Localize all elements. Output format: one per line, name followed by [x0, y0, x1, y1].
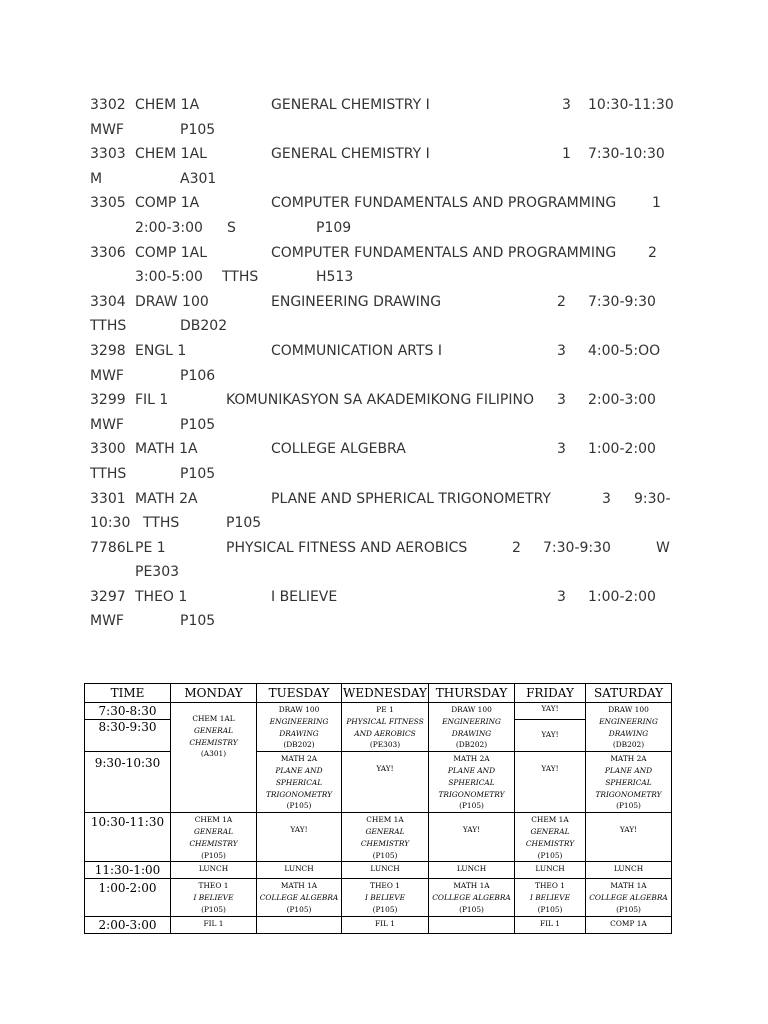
course-time: 7:30-9:30 — [543, 539, 611, 556]
course-room: P109 — [316, 219, 352, 236]
weekly-schedule-table — [84, 683, 672, 934]
class-title: PLANE AND — [447, 765, 496, 775]
class-cell — [342, 703, 429, 752]
time-row — [85, 813, 672, 862]
course-subject: CHEM 1A — [135, 97, 200, 113]
course-time: 10:30-11:30 — [588, 97, 674, 113]
course-units: 2 — [557, 293, 566, 310]
free-cell — [515, 752, 586, 813]
class-cell — [171, 703, 257, 813]
class-code: MATH 2A — [453, 754, 490, 764]
course-code: 3302 — [90, 97, 126, 113]
header-time: TIME — [85, 684, 171, 703]
course-subject: DRAW 100 — [135, 293, 209, 310]
class-code: THEO 1 — [198, 881, 229, 891]
course-line — [0, 364, 768, 389]
course-subject: FIL 1 — [135, 392, 169, 409]
class-cell — [515, 813, 586, 862]
class-room: (P105) — [286, 904, 312, 914]
course-units: 3 — [602, 490, 611, 507]
course-title: GENERAL CHEMISTRY I — [271, 146, 430, 163]
class-code: CHEM 1A — [194, 815, 233, 825]
course-line — [0, 388, 768, 413]
time-row — [85, 862, 672, 879]
class-cell — [429, 752, 515, 813]
course-code: 3305 — [90, 195, 126, 212]
course-room: H513 — [316, 269, 354, 286]
lunch-label: LUNCH — [456, 864, 487, 874]
class-code: THEO 1 — [370, 881, 400, 891]
class-cell — [257, 703, 342, 752]
course-subject: THEO 1 — [135, 588, 188, 605]
lunch-cell — [257, 862, 342, 879]
course-units: 3 — [557, 342, 566, 359]
class-cell — [257, 752, 342, 813]
course-line — [0, 93, 768, 118]
header-thursday: THURSDAY — [429, 684, 515, 703]
course-code: 3304 — [90, 293, 126, 310]
course-line — [0, 413, 768, 438]
course-title: COMPUTER FUNDAMENTALS AND PROGRAMMING — [271, 244, 617, 261]
class-room: (P105) — [616, 904, 641, 914]
class-title: CHEMISTRY — [525, 838, 575, 848]
header-friday: FRIDAY — [515, 684, 586, 703]
course-line — [0, 167, 768, 192]
class-cell — [342, 813, 429, 862]
course-code: 3299 — [90, 392, 126, 409]
class-code: CHEM 1AL — [192, 714, 235, 723]
course-code: 3306 — [90, 244, 126, 261]
class-room: (P105) — [459, 801, 484, 811]
course-title: PHYSICAL FITNESS AND AEROBICS — [226, 539, 468, 556]
class-code: DRAW 100 — [608, 705, 649, 714]
course-days: TTHS — [90, 318, 127, 335]
lunch-cell — [429, 862, 515, 879]
course-subject: CHEM 1AL — [135, 146, 207, 163]
course-room: PE303 — [135, 564, 180, 581]
course-units: 1 — [562, 146, 571, 163]
course-code: 3298 — [90, 342, 126, 359]
class-cell — [586, 703, 672, 752]
course-days: MWF — [90, 416, 124, 433]
class-cell — [429, 703, 515, 752]
course-time: 3:00-5:00 — [135, 269, 203, 286]
free-label: YAY! — [541, 730, 559, 740]
course-time: 1:00-2:00 — [588, 588, 656, 605]
lunch-label: LUNCH — [370, 864, 400, 874]
lunch-label: LUNCH — [284, 864, 314, 874]
free-label: YAY! — [541, 764, 559, 774]
free-label: YAY! — [462, 825, 481, 835]
course-line — [0, 536, 768, 561]
class-title: CHEMISTRY — [360, 838, 410, 848]
class-code: FIL 1 — [203, 918, 224, 928]
class-title: ENGINEERING — [269, 716, 329, 726]
course-days: MWF — [90, 121, 124, 138]
course-time: 4:00-5:OO — [588, 342, 661, 359]
course-room: P105 — [180, 416, 216, 433]
free-label: YAY! — [376, 764, 394, 774]
course-days: TTHS — [222, 269, 259, 286]
class-cell — [586, 752, 672, 813]
course-time: 10:30 — [90, 515, 131, 532]
course-days: TTHS — [90, 465, 127, 482]
course-units: 2 — [512, 539, 521, 556]
class-title: COLLEGE ALGEBRA — [259, 893, 339, 903]
course-days: S — [227, 219, 236, 236]
course-subject: MATH 2A — [135, 490, 198, 507]
course-room: P105 — [226, 515, 262, 532]
course-title: KOMUNIKASYON SA AKADEMIKONG FILIPINO — [226, 392, 534, 409]
time-row — [85, 703, 672, 720]
course-time: 2:00-3:00 — [588, 392, 656, 409]
course-room: DB202 — [180, 318, 228, 335]
lunch-cell — [171, 862, 257, 879]
lunch-cell — [586, 862, 672, 879]
course-line — [0, 265, 768, 290]
course-room: P105 — [180, 465, 216, 482]
time-row — [85, 879, 672, 916]
course-room: P105 — [180, 613, 216, 630]
course-days: MWF — [90, 613, 124, 630]
header-tuesday: TUESDAY — [257, 684, 342, 703]
free-cell — [586, 813, 672, 862]
class-cell — [429, 879, 515, 916]
lunch-cell — [342, 862, 429, 879]
course-line — [0, 290, 768, 315]
time-slot: 2:00-3:00 — [85, 916, 171, 933]
class-title: I BELIEVE — [529, 893, 571, 903]
class-title: GENERAL — [194, 725, 233, 735]
class-title: COLLEGE ALGEBRA — [432, 893, 511, 903]
free-label: YAY! — [541, 704, 559, 713]
class-room: (P105) — [372, 904, 398, 914]
course-code: 7786L — [90, 539, 134, 556]
class-code: CHEM 1A — [366, 815, 404, 825]
class-title: GENERAL — [365, 826, 405, 836]
class-cell — [586, 879, 672, 916]
time-row — [85, 916, 672, 933]
class-code: PE 1 — [376, 705, 394, 714]
class-title: DRAWING — [451, 728, 492, 738]
free-cell — [429, 813, 515, 862]
free-cell — [515, 703, 586, 720]
course-subject: PE 1 — [135, 539, 166, 556]
class-cell — [171, 813, 257, 862]
class-code: MATH 2A — [610, 754, 647, 764]
course-units: 3 — [557, 441, 566, 458]
class-room: (P105) — [372, 850, 398, 860]
free-label: YAY! — [290, 825, 308, 835]
course-line — [0, 462, 768, 487]
course-title: ENGINEERING DRAWING — [271, 293, 442, 310]
time-slot: 9:30-10:30 — [85, 752, 171, 813]
free-cell — [515, 720, 586, 752]
course-units: 3 — [562, 97, 571, 113]
course-line — [0, 437, 768, 462]
class-title: PHYSICAL FITNESS — [346, 716, 424, 726]
empty-cell — [429, 916, 515, 933]
class-cell — [257, 879, 342, 916]
class-room: (DB202) — [283, 740, 315, 750]
course-line — [0, 118, 768, 143]
class-code: THEO 1 — [535, 881, 565, 891]
course-title: COMPUTER FUNDAMENTALS AND PROGRAMMING — [271, 195, 617, 212]
course-time: 1:00-2:00 — [588, 441, 656, 458]
class-cell — [342, 879, 429, 916]
class-title: TRIGONOMETRY — [595, 789, 662, 799]
class-code: CHEM 1A — [531, 815, 569, 825]
course-days: TTHS — [143, 515, 180, 532]
course-units: 1 — [652, 195, 661, 212]
class-code: COMP 1A — [610, 918, 647, 928]
class-title: GENERAL — [530, 826, 570, 836]
class-code: MATH 1A — [610, 881, 647, 891]
class-title: PLANE AND — [604, 765, 653, 775]
class-title: ENGINEERING — [599, 716, 658, 726]
course-code: 3301 — [90, 490, 126, 507]
course-days: M — [90, 170, 103, 187]
lunch-cell — [515, 862, 586, 879]
course-room: P105 — [180, 121, 216, 138]
class-room: (P105) — [201, 904, 226, 914]
time-slot: 1:00-2:00 — [85, 879, 171, 916]
course-title: I BELIEVE — [271, 588, 338, 605]
class-cell — [342, 916, 429, 933]
class-cell — [171, 916, 257, 933]
course-time: 7:30-10:30 — [588, 146, 665, 163]
class-title: CHEMISTRY — [189, 838, 238, 848]
course-room: P106 — [180, 367, 216, 384]
class-code: MATH 1A — [280, 881, 318, 891]
course-line — [0, 487, 768, 512]
course-line — [0, 142, 768, 167]
class-cell — [171, 879, 257, 916]
course-line — [0, 339, 768, 364]
class-room: (P105) — [201, 850, 226, 860]
empty-cell — [257, 916, 342, 933]
course-line — [0, 191, 768, 216]
class-title: GENERAL — [194, 826, 233, 836]
course-line — [0, 560, 768, 585]
course-line — [0, 216, 768, 241]
free-cell — [257, 813, 342, 862]
class-room: (P105) — [616, 801, 641, 811]
class-cell — [515, 879, 586, 916]
course-subject: COMP 1AL — [135, 244, 208, 261]
lunch-label: LUNCH — [613, 864, 644, 874]
class-title: SPHERICAL — [605, 777, 652, 787]
class-room: (DB202) — [455, 740, 488, 750]
course-list — [0, 93, 768, 634]
class-code: DRAW 100 — [278, 705, 320, 714]
class-code: FIL 1 — [539, 918, 560, 928]
course-code: 3300 — [90, 441, 126, 458]
course-room: A301 — [180, 170, 217, 187]
class-room: (PE303) — [369, 740, 401, 750]
course-code: 3297 — [90, 588, 126, 605]
header-monday: MONDAY — [171, 684, 257, 703]
course-line — [0, 241, 768, 266]
course-line — [0, 609, 768, 634]
class-code: DRAW 100 — [451, 705, 492, 714]
class-code: MATH 2A — [280, 754, 318, 764]
header-row — [85, 684, 672, 703]
class-cell — [515, 916, 586, 933]
class-room: (A301) — [200, 749, 227, 759]
course-units: 3 — [557, 588, 566, 605]
course-subject: COMP 1A — [135, 195, 200, 212]
class-title: AND AEROBICS — [354, 728, 416, 738]
course-subject: ENGL 1 — [135, 342, 187, 359]
course-days: W — [656, 539, 670, 556]
class-title: ENGINEERING — [442, 716, 501, 726]
class-title: TRIGONOMETRY — [438, 789, 505, 799]
course-line — [0, 511, 768, 536]
time-slot: 11:30-1:00 — [85, 862, 171, 879]
class-title: CHEMISTRY — [189, 737, 238, 747]
class-title: DRAWING — [279, 728, 319, 738]
class-title: I BELIEVE — [364, 893, 406, 903]
class-room: (DB202) — [612, 740, 645, 750]
free-cell — [342, 752, 429, 813]
class-title: TRIGONOMETRY — [265, 789, 332, 799]
class-room: (P105) — [537, 850, 563, 860]
free-label: YAY! — [619, 825, 638, 835]
course-line — [0, 585, 768, 610]
course-title: GENERAL CHEMISTRY I — [271, 97, 430, 113]
course-title: COMMUNICATION ARTS I — [271, 342, 442, 359]
class-title: DRAWING — [608, 728, 649, 738]
course-time: 7:30-9:30 — [588, 293, 656, 310]
course-line — [0, 314, 768, 339]
class-room: (P105) — [459, 904, 484, 914]
course-time: 2:00-3:00 — [135, 219, 203, 236]
course-days: MWF — [90, 367, 124, 384]
class-code: FIL 1 — [374, 918, 395, 928]
course-time: 9:30- — [634, 490, 671, 507]
lunch-label: LUNCH — [535, 864, 565, 874]
time-slot: 7:30-8:30 — [85, 703, 171, 720]
class-title: SPHERICAL — [448, 777, 495, 787]
time-slot: 10:30-11:30 — [85, 813, 171, 862]
course-units: 3 — [557, 392, 566, 409]
class-room: (P105) — [286, 801, 312, 811]
time-slot: 8:30-9:30 — [85, 720, 171, 752]
class-title: COLLEGE ALGEBRA — [589, 893, 668, 903]
class-title: I BELIEVE — [193, 893, 234, 903]
class-cell — [586, 916, 672, 933]
course-subject: MATH 1A — [135, 441, 198, 458]
class-room: (P105) — [537, 904, 563, 914]
header-saturday: SATURDAY — [586, 684, 672, 703]
course-units: 2 — [648, 244, 657, 261]
class-code: MATH 1A — [453, 881, 490, 891]
class-title: SPHERICAL — [275, 777, 323, 787]
course-title: COLLEGE ALGEBRA — [271, 441, 406, 458]
course-title: PLANE AND SPHERICAL TRIGONOMETRY — [271, 490, 551, 507]
header-wednesday: WEDNESDAY — [342, 684, 429, 703]
class-title: PLANE AND — [275, 765, 323, 775]
course-code: 3303 — [90, 146, 126, 163]
lunch-label: LUNCH — [198, 864, 229, 874]
